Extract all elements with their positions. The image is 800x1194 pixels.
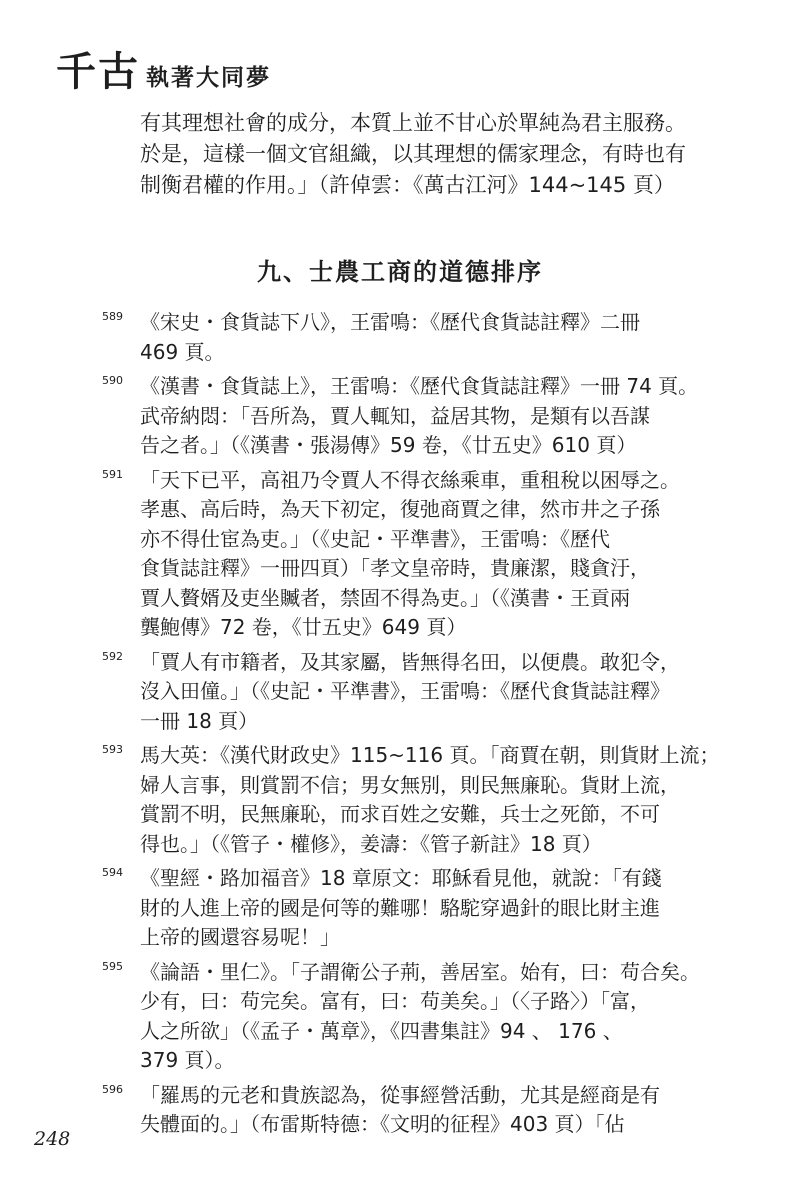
footnote-number: 591	[102, 467, 123, 481]
footnote-line: 馬大英：《漢代財政史》115~116 頁。「商賈在朝，則貨財上流；	[140, 743, 720, 767]
footnote-line: 食貨誌註釋》一冊四頁）「孝文皇帝時，貴廉潔，賤貪汙，	[140, 556, 650, 580]
footnote	[100, 741, 720, 859]
intro-line: 制衡君權的作用。」（許倬雲：《萬古江河》144~145 頁）	[140, 173, 675, 197]
footnote-line: 《聖經・路加福音》18 章原文：耶穌看見他，就說：「有錢	[140, 866, 662, 890]
header-title-large: 千古	[56, 48, 140, 95]
footnote-number: 596	[102, 1082, 123, 1096]
footnote	[100, 1081, 700, 1140]
footnote-line: 告之者。」（《漢書・張湯傳》59 卷，《廿五史》610 頁）	[140, 433, 637, 457]
footnote-line: 一冊 18 頁）	[140, 708, 259, 733]
header-title-small: 執著大同夢	[146, 64, 271, 91]
footnote-line: 賈人贅婿及吏坐贓者，禁固不得為吏。」（《漢書・王貢兩	[140, 585, 630, 610]
footnote-line: 得也。」（《管子・權修》，姜濤：《管子新註》18 頁）	[140, 831, 602, 856]
footnote-line: 上帝的國還容易呢！」	[140, 925, 340, 949]
footnote	[100, 864, 700, 953]
footnote-number: 594	[102, 866, 123, 879]
footnote-line: 少有，曰：苟完矣。富有，曰：苟美矣。」（〈子路〉）「富，	[140, 989, 650, 1013]
footnote	[100, 648, 700, 737]
footnote	[100, 308, 700, 367]
footnote-line: 「天下已平，高祖乃令賈人不得衣絲乘車，重租稅以困辱之。	[140, 467, 680, 492]
footnote-line: 《論語・里仁》。「子謂衛公子荊，善居室。始有，曰：苟合矣。	[140, 959, 700, 984]
footnote-line: 《宋史・食貨誌下八》，王雷鳴：《歷代食貨誌註釋》二冊	[140, 310, 640, 334]
footnote-number: 592	[102, 649, 123, 663]
intro-paragraph	[140, 108, 686, 201]
footnote-number: 595	[102, 959, 123, 973]
footnote	[100, 466, 700, 643]
footnote-line: 失體面的。」（布雷斯特德：《文明的征程》403 頁）「佔	[140, 1112, 625, 1136]
page-number: 248	[34, 1128, 71, 1150]
footnote	[100, 958, 700, 1076]
running-header	[56, 40, 271, 97]
footnote-line: 財的人進上帝的國是何等的難哪！駱駝穿過針的眼比財主進	[140, 895, 660, 920]
footnote-number: 589	[102, 310, 123, 323]
section-title: 九、士農工商的道德排序	[257, 258, 543, 286]
footnote-line: 武帝納悶：「吾所為，賈人輒知，益居其物，是類有以吾謀	[140, 403, 650, 428]
footnote-number: 590	[102, 374, 123, 387]
footnote-line: 沒入田僮。」（《史記・平準書》，王雷鳴：《歷代食貨誌註釋》	[140, 679, 670, 703]
footnote-line: 469 頁。	[140, 339, 225, 364]
footnote-line: 「賈人有市籍者，及其家屬，皆無得名田，以便農。敢犯令，	[140, 649, 680, 674]
footnote-line: 人之所欲」（《孟子・萬章》，《四書集註》94 、 176 、	[140, 1018, 623, 1043]
footnote-line: 婦人言事，則賞罰不信；男女無別，則民無廉恥。貨財上流，	[140, 772, 680, 797]
footnote-line: 龔鮑傳》72 卷，《廿五史》649 頁）	[140, 615, 467, 639]
footnote-line: 379 頁）。	[140, 1048, 235, 1072]
footnote-line: 「羅馬的元老和貴族認為，從事經營活動，尤其是經商是有	[140, 1082, 660, 1107]
footnote-number: 593	[102, 743, 123, 756]
footnote-line: 賞罰不明，民無廉恥，而求百姓之安難，兵士之死節，不可	[140, 802, 660, 826]
intro-line: 有其理想社會的成分，本質上並不甘心於單純為君主服務。	[140, 111, 686, 135]
footnote-line: 《漢書・食貨誌上》，王雷鳴：《歷代食貨誌註釋》一冊 74 頁。	[140, 374, 699, 398]
footnote-line: 亦不得仕宦為吏。」（《史記・平準書》，王雷鳴：《歷代	[140, 526, 610, 551]
footnote-line: 孝惠、高后時，為天下初定，復弛商賈之律，然市井之子孫	[140, 497, 660, 521]
intro-line: 於是，這樣一個文官組織，以其理想的儒家理念，有時也有	[140, 142, 686, 166]
footnote	[100, 372, 700, 461]
footnotes	[100, 308, 720, 1145]
